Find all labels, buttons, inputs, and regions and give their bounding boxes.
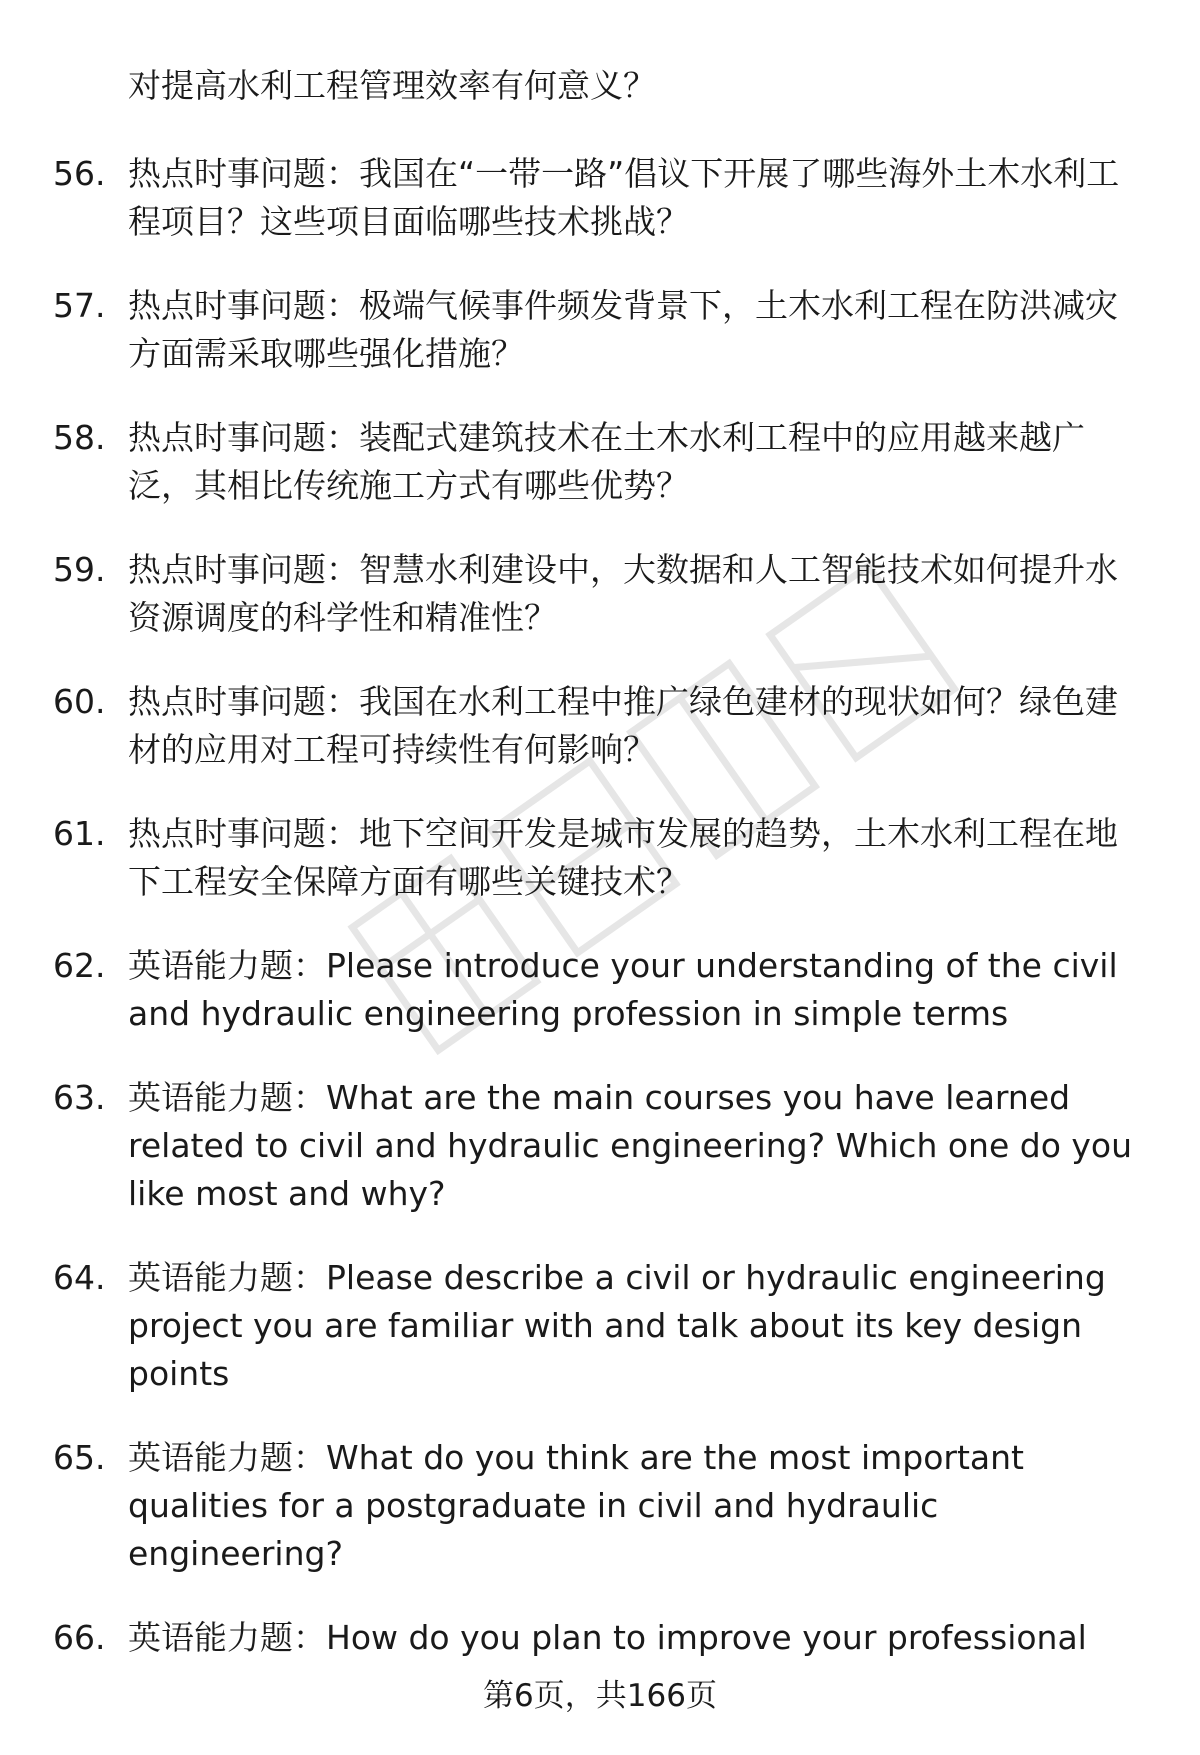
question-item	[53, 810, 1148, 906]
question-number: 63.	[53, 1078, 106, 1117]
question-text: 热点时事问题：极端气候事件频发背景下，土木水利工程在防洪减灾方面需采取哪些强化措施？	[128, 286, 1118, 373]
question-list	[0, 150, 1200, 1698]
question-item	[53, 1614, 1148, 1662]
continuation-text: 对提高水利工程管理效率有何意义？	[128, 66, 656, 105]
question-number: 66.	[53, 1618, 106, 1657]
question-text: 热点时事问题：装配式建筑技术在土木水利工程中的应用越来越广泛，其相比传统施工方式有哪些优势？	[128, 418, 1085, 505]
question-text: 热点时事问题：我国在水利工程中推广绿色建材的现状如何？绿色建材的应用对工程可持续性有何影响？	[128, 682, 1118, 769]
question-text: 热点时事问题：地下空间开发是城市发展的趋势，土木水利工程在地下工程安全保障方面有哪些关键技术？	[128, 814, 1118, 901]
question-number: 58.	[53, 418, 106, 457]
page-footer: 第6页，共166页	[483, 1678, 717, 1714]
question-item	[53, 414, 1148, 510]
question-number: 56.	[53, 154, 106, 193]
question-number: 64.	[53, 1258, 106, 1297]
question-number: 59.	[53, 550, 106, 589]
question-number: 60.	[53, 682, 106, 721]
question-text: 英语能力题：What are the main courses you have learned related to civil and hydraulic engineering? Which one do you like most and why?	[128, 1078, 1133, 1213]
question-text: 英语能力题：How do you plan to improve your professional	[128, 1618, 1087, 1657]
question-text: 热点时事问题：我国在“一带一路”倡议下开展了哪些海外土木水利工程项目？这些项目面临哪些技术挑战？	[128, 154, 1120, 241]
question-number: 61.	[53, 814, 106, 853]
question-item	[53, 1074, 1148, 1218]
question-text: 英语能力题：Please describe a civil or hydraulic engineering project you are familiar with and talk about its key design points	[128, 1258, 1106, 1393]
question-number: 62.	[53, 946, 106, 985]
question-item	[53, 150, 1148, 246]
question-item	[53, 282, 1148, 378]
question-item	[53, 942, 1148, 1038]
question-item	[53, 546, 1148, 642]
question-item	[53, 678, 1148, 774]
question-text: 热点时事问题：智慧水利建设中，大数据和人工智能技术如何提升水资源调度的科学性和精准性？	[128, 550, 1118, 637]
question-number: 65.	[53, 1438, 106, 1477]
question-text: 英语能力题：What do you think are the most important qualities for a postgraduate in civil and hydraulic engineering?	[128, 1438, 1024, 1573]
question-text: 英语能力题：Please introduce your understanding of the civil and hydraulic engineering profession in simple terms	[128, 946, 1118, 1033]
question-item	[53, 1254, 1148, 1398]
question-item	[53, 1434, 1148, 1578]
question-number: 57.	[53, 286, 106, 325]
